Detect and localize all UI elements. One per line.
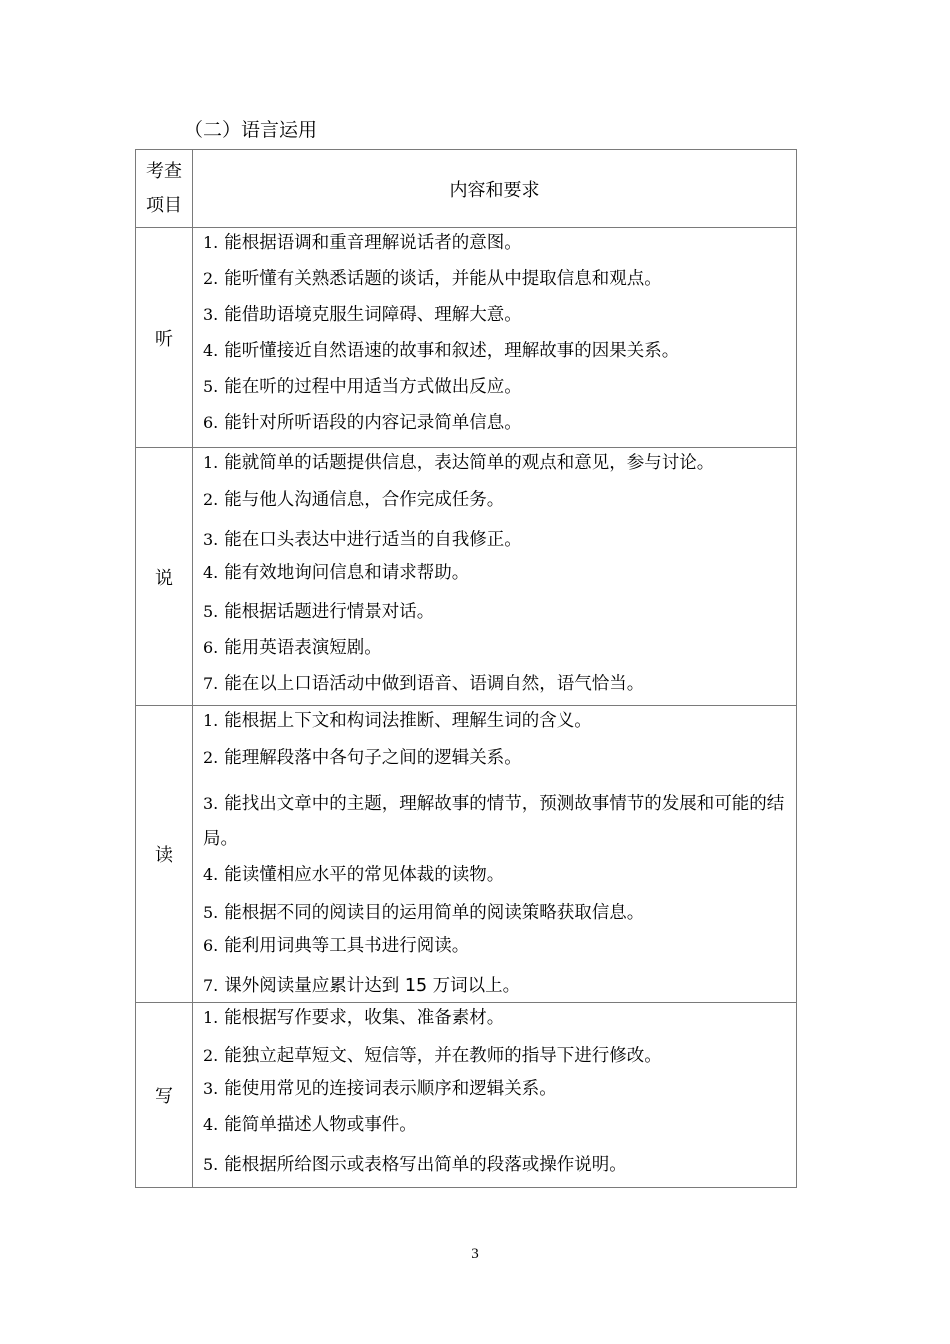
item-number: 4. [203,341,219,360]
item-text: 能就简单的话题提供信息，表达简单的观点和意见，参与讨论。 [224,453,715,473]
item-number: 6. [203,413,219,432]
list-item [199,863,796,901]
header-item-line-1: 考查 [146,160,182,182]
category-reading: 读 [136,706,193,1003]
list-item [199,709,796,746]
item-number: 3. [203,305,219,324]
item-number: 5. [203,903,219,922]
list-item [199,1113,796,1153]
item-number: 2. [203,490,219,509]
category-speaking: 说 [136,448,193,706]
item-number: 5. [203,377,219,396]
item-number: 6. [203,638,219,657]
item-number: 3. [203,794,219,813]
item-number: 4. [203,563,219,582]
item-text: 能独立起草短文、短信等，并在教师的指导下进行修改。 [224,1046,662,1066]
page-number: 3 [471,1246,479,1262]
item-number: 7. [203,674,219,693]
list-item [199,1044,796,1077]
list-item [199,1153,796,1181]
item-number: 4. [203,865,219,884]
item-text: 能针对所听语段的内容记录简单信息。 [224,413,522,433]
category-listening: 听 [136,228,193,448]
item-text: 能根据所给图示或表格写出简单的段落或操作说明。 [224,1155,627,1175]
header-item-line-2: 项目 [146,194,182,216]
header-content-cell: 内容和要求 [193,150,797,228]
list-item [199,411,796,441]
item-text: 能有效地询问信息和请求帮助。 [224,563,470,583]
item-number: 1. [203,711,219,730]
table-row-reading [136,706,797,1003]
item-text: 能使用常见的连接词表示顺序和逻辑关系。 [224,1079,557,1099]
item-text: 能根据不同的阅读目的运用简单的阅读策略获取信息。 [224,903,645,923]
item-text: 能在口头表达中进行适当的自我修正。 [224,530,522,550]
header-item-cell [136,150,193,228]
list-item [199,672,796,702]
list-item [199,600,796,636]
item-number: 2. [203,748,219,767]
list-item [199,561,796,600]
item-number: 3. [203,1079,219,1098]
item-text: 能理解段落中各句子之间的逻辑关系。 [224,748,522,768]
item-text: 能根据上下文和构词法推断、理解生词的含义。 [224,711,592,731]
item-number: 1. [203,1008,219,1027]
items-listening [193,228,797,448]
table-row-speaking [136,448,797,706]
item-text: 能用英语表演短剧。 [224,638,382,658]
category-writing: 写 [136,1003,193,1188]
list-item [199,488,796,528]
table-row-writing [136,1003,797,1188]
list-item [199,746,796,784]
item-text: 课外阅读量应累计达到 15 万词以上。 [224,976,521,996]
item-text: 能简单描述人物或事件。 [224,1115,417,1135]
list-item [199,528,796,561]
item-text: 能根据话题进行情景对话。 [224,602,435,622]
item-number: 3. [203,530,219,549]
item-number: 5. [203,1155,219,1174]
item-number: 6. [203,936,219,955]
list-item [199,974,796,1002]
items-reading [193,706,797,1003]
items-writing [193,1003,797,1188]
item-text: 能听懂接近自然语速的故事和叙述，理解故事的因果关系。 [224,341,680,361]
section-title: （二）语言运用 [184,119,318,141]
list-item [199,1006,796,1044]
item-text: 能根据写作要求，收集、准备素材。 [224,1008,505,1028]
items-speaking [193,448,797,706]
list-item [199,934,796,974]
requirements-table [135,149,797,1188]
table-header-row [136,150,797,228]
list-item [199,339,796,375]
list-item [199,1077,796,1113]
list-item [199,901,796,934]
item-text: 能与他人沟通信息，合作完成任务。 [224,490,505,510]
item-number: 1. [203,453,219,472]
item-text: 能听懂有关熟悉话题的谈话，并能从中提取信息和观点。 [224,269,662,289]
item-text: 能利用词典等工具书进行阅读。 [224,936,470,956]
item-number: 2. [203,269,219,288]
list-item [199,636,796,672]
item-number: 5. [203,602,219,621]
item-number: 4. [203,1115,219,1134]
item-text: 能根据语调和重音理解说话者的意图。 [224,233,522,253]
item-text: 能借助语境克服生词障碍、理解大意。 [224,305,522,325]
item-text: 能在听的过程中用适当方式做出反应。 [224,377,522,397]
list-item [199,303,796,339]
list-item [199,231,796,267]
table-row-listening [136,228,797,448]
list-item [199,784,796,863]
item-text: 能读懂相应水平的常见体裁的读物。 [224,865,505,885]
item-number: 1. [203,233,219,252]
list-item [199,451,796,488]
list-item [199,375,796,411]
item-number: 2. [203,1046,219,1065]
item-text: 能找出文章中的主题，理解故事的情节，预测故事情节的发展和可能的结局。 [203,794,785,849]
item-text: 能在以上口语活动中做到语音、语调自然，语气恰当。 [224,674,645,694]
item-number: 7. [203,976,219,995]
list-item [199,267,796,303]
